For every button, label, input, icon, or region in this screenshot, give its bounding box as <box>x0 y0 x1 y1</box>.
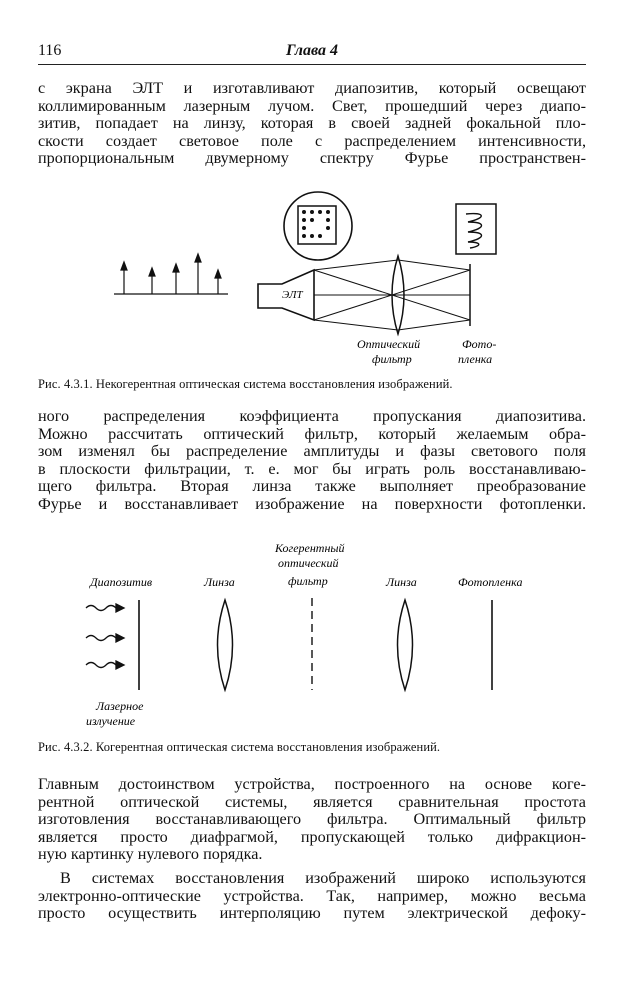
diapositive-label: Диапозитив <box>90 575 153 589</box>
crt-label: ЭЛТ <box>282 289 303 301</box>
text-line: с экрана ЭЛТ и изготавливают диапозитив, который освещают <box>38 79 586 97</box>
lens-1 <box>218 600 233 690</box>
text-line: изготовления восстанавливающего фильтра. Оптимальный фильтр <box>38 810 586 828</box>
paragraph-4 <box>38 870 586 923</box>
object-arrows <box>121 254 221 294</box>
crt-screen-inset <box>284 192 352 260</box>
text-line: является просто диафрагмой, пропускающей только дифракцион- <box>38 827 586 846</box>
filter-label-line1: Когерентный <box>275 541 345 555</box>
text-line: зитив, попадает на линзу, которая в своей задней фокальной пло- <box>38 114 586 132</box>
text-line: Главным достоинством устройства, построенного на основе коге- <box>38 775 586 793</box>
filter-label-line1: Оптический <box>357 337 421 351</box>
text-line: ную картинку нулевого порядка. <box>38 845 263 863</box>
film-label: Фотопленка <box>458 575 523 589</box>
filter-label-line2: оптический <box>278 556 339 570</box>
film-label-line2: пленка <box>458 352 493 366</box>
page-number: 116 <box>38 42 62 59</box>
lens-2-label: Линза <box>386 575 417 589</box>
text-line: в плоскости фильтрации, т. е. мог бы играть роль восстанавливаю- <box>38 459 586 478</box>
paragraph-1 <box>38 80 586 168</box>
film-image-inset <box>456 204 496 254</box>
text-line: щего фильтра. Вторая линза также выполняет преобразование <box>38 477 586 495</box>
figure-1-caption: Рис. 4.3.1. Некогерентная оптическая система восстановления изображений. <box>38 377 453 391</box>
text-line: В системах восстановления изображений широко используются <box>60 869 586 887</box>
paragraph-2 <box>38 408 586 513</box>
laser-waves <box>86 604 124 669</box>
text-line: Фурье и восстанавливает изображение на поверхности фотопленки. <box>38 494 586 513</box>
header-rule <box>38 64 586 65</box>
text-line: рентной оптической системы, является сравнительная простота <box>38 792 586 811</box>
film-label-line1: Фото- <box>462 337 497 351</box>
text-line: просто осуществить интерполяцию путем электрической дефоку- <box>38 904 586 922</box>
laser-label-line2: излучение <box>86 714 136 728</box>
filter-label-line2: фильтр <box>372 352 412 366</box>
text-line: ного распределения коэффициента пропускания диапозитива. <box>38 407 586 425</box>
paragraph-3 <box>38 776 586 864</box>
lens-1-label: Линза <box>204 575 235 589</box>
text-line: пропорциональным двумерному спектру Фурье пространствен- <box>38 149 586 167</box>
text-line: коллимированным лазерным лучом. Свет, прошедший через диапо- <box>38 96 586 115</box>
text-line: скости создает световое поле с распределением интенсивности, <box>38 131 586 150</box>
lens-2 <box>398 600 413 690</box>
text-line: Можно рассчитать оптический фильтр, который желаемым обра- <box>38 424 586 443</box>
figure-incoherent-system <box>0 190 641 375</box>
filter-label-line3: фильтр <box>288 574 328 588</box>
figure-coherent-system <box>0 538 641 733</box>
page-header <box>38 42 586 62</box>
text-line: электронно-оптические устройства. Так, например, можно весьма <box>38 886 586 905</box>
running-head: Глава 4 <box>285 42 339 59</box>
figure-2-caption: Рис. 4.3.2. Когерентная оптическая система восстановления изображений. <box>38 740 441 754</box>
text-line: зом изменял бы распределение амплитуды и фазы светового поля <box>38 442 586 460</box>
laser-label-line1: Лазерное <box>96 699 144 713</box>
